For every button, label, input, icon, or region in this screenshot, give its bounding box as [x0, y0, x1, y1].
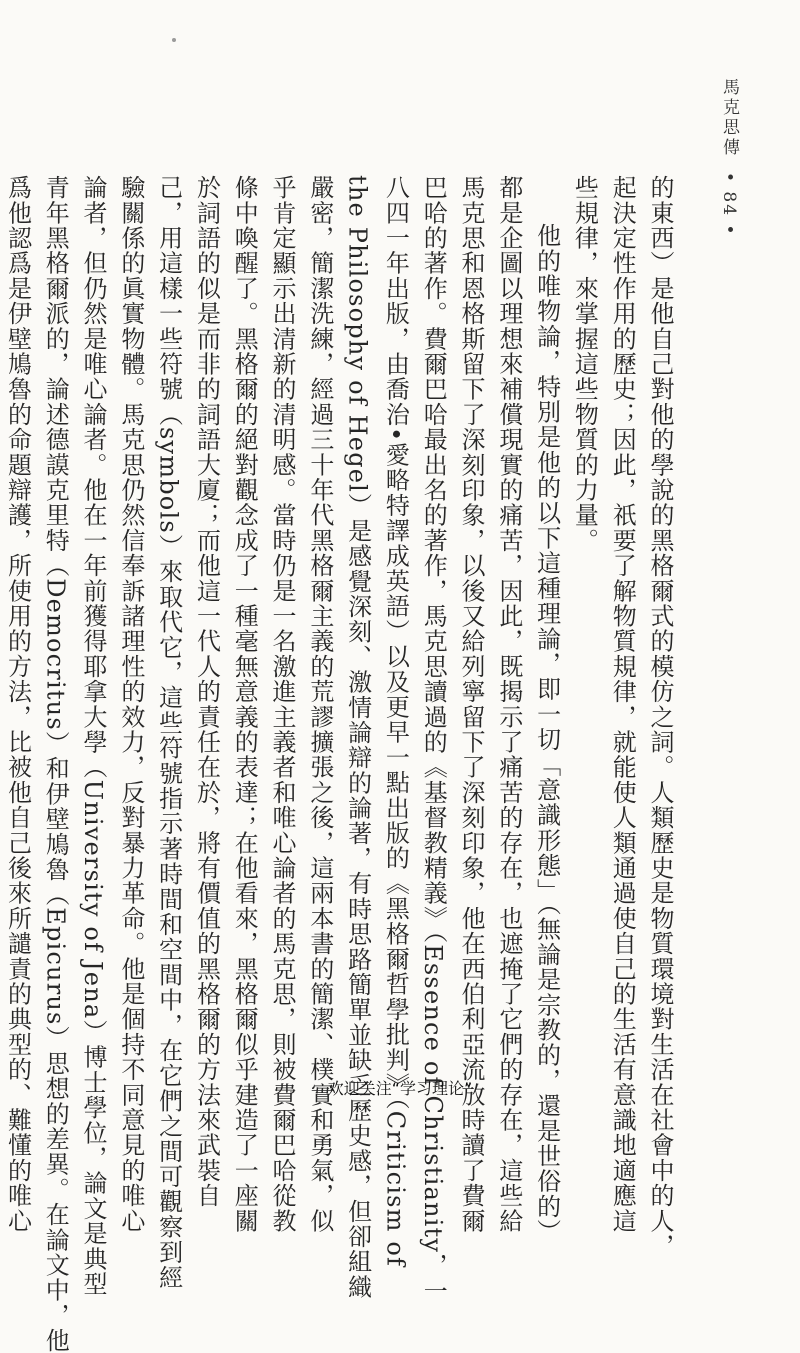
text-column: 於詞語的似是而非的詞語大廈；而他這一代人的責任在於，將有價值的黑格爾的方法來武裝自 [192, 175, 221, 1209]
text-column: 些規律，來掌握這些物質的力量。 [570, 175, 599, 553]
text-column: 八四一年出版，由喬治•愛略特譯成英語）以及更早一點出版的《黑格爾哲學批判》（Criticism of [381, 175, 410, 1268]
text-column: 起決定性作用的歷史；因此，祇要了解物質規律，就能使人類通過使自己的生活有意識地適應這 [608, 175, 637, 1234]
text-column: the Philosophy of Hegel）是感覺深刻、激情論辯的論著，有時思路簡單並缺乏歷史感，但卻組織 [343, 175, 372, 1300]
text-column: 的東西）是他自己對他的學說的黑格爾式的模仿之詞。人類歷史是物質環境對生活在社會中的人， [646, 175, 674, 1259]
watermark-footer: 欢迎关注“学习理论” [327, 1079, 473, 1098]
text-column: 馬克思和恩格斯留下了深刻印象，以後又給列寧留下了深刻印象，他在西伯利亞流放時讀了費爾 [457, 175, 486, 1234]
text-column: 青年黑格爾派的，論述德謨克里特（Democritus）和伊壁鳩魯（Epicurus）思想的差異。在論文中，他 [41, 175, 70, 1353]
page-number: • 84 • [719, 172, 739, 237]
text-column: 他的唯物論，特別是他的以下這種理論，即一切「意識形態」（無論是宗教的，還是世俗的） [532, 223, 561, 1245]
scan-mark [172, 38, 176, 42]
text-column: 驗關係的眞實物體。馬克思仍然信奉訴諸理性的效力，反對暴力革命。他是個持不同意見的唯心 [116, 175, 145, 1234]
text-column: 論者，但仍然是唯心論者。他在一年前獲得耶拿大學（University of Jena）博士學位，論文是典型 [79, 175, 108, 1297]
text-column: 條中喚醒了。黑格爾的絕對觀念成了一種毫無意義的表達；在他看來，黑格爾似乎建造了一座關 [230, 175, 259, 1234]
text-column: 己，用這樣一些符號（symbols）來取代它，這些符號指示著時間和空間中，在它們之間可觀察到經 [154, 175, 183, 1290]
book-title: 馬克思傳 [719, 78, 739, 158]
text-column: 嚴密，簡潔洗練，經過三十年代黑格爾主義的荒謬擴張之後，這兩本書的簡潔、樸實和勇氣，似 [305, 175, 334, 1234]
text-column: 都是企圖以理想來補償現實的痛苦，因此，既揭示了痛苦的存在，也遮掩了它們的存在，這些給 [494, 175, 523, 1234]
text-column: 爲他認爲是伊壁鳩魯的命題辯護，所使用的方法，比被他自己後來所譴責的典型的、難懂的唯心 [3, 175, 32, 1234]
text-column: 乎肯定顯示出清新的清明感。當時仍是一名激進主義者和唯心論者的馬克思，則被費爾巴哈從教 [268, 175, 297, 1234]
text-column: 巴哈的著作。費爾巴哈最出名的著作，馬克思讀過的《基督教精義》（Essence of Christianity，一 [419, 175, 448, 1304]
running-header [717, 78, 742, 247]
